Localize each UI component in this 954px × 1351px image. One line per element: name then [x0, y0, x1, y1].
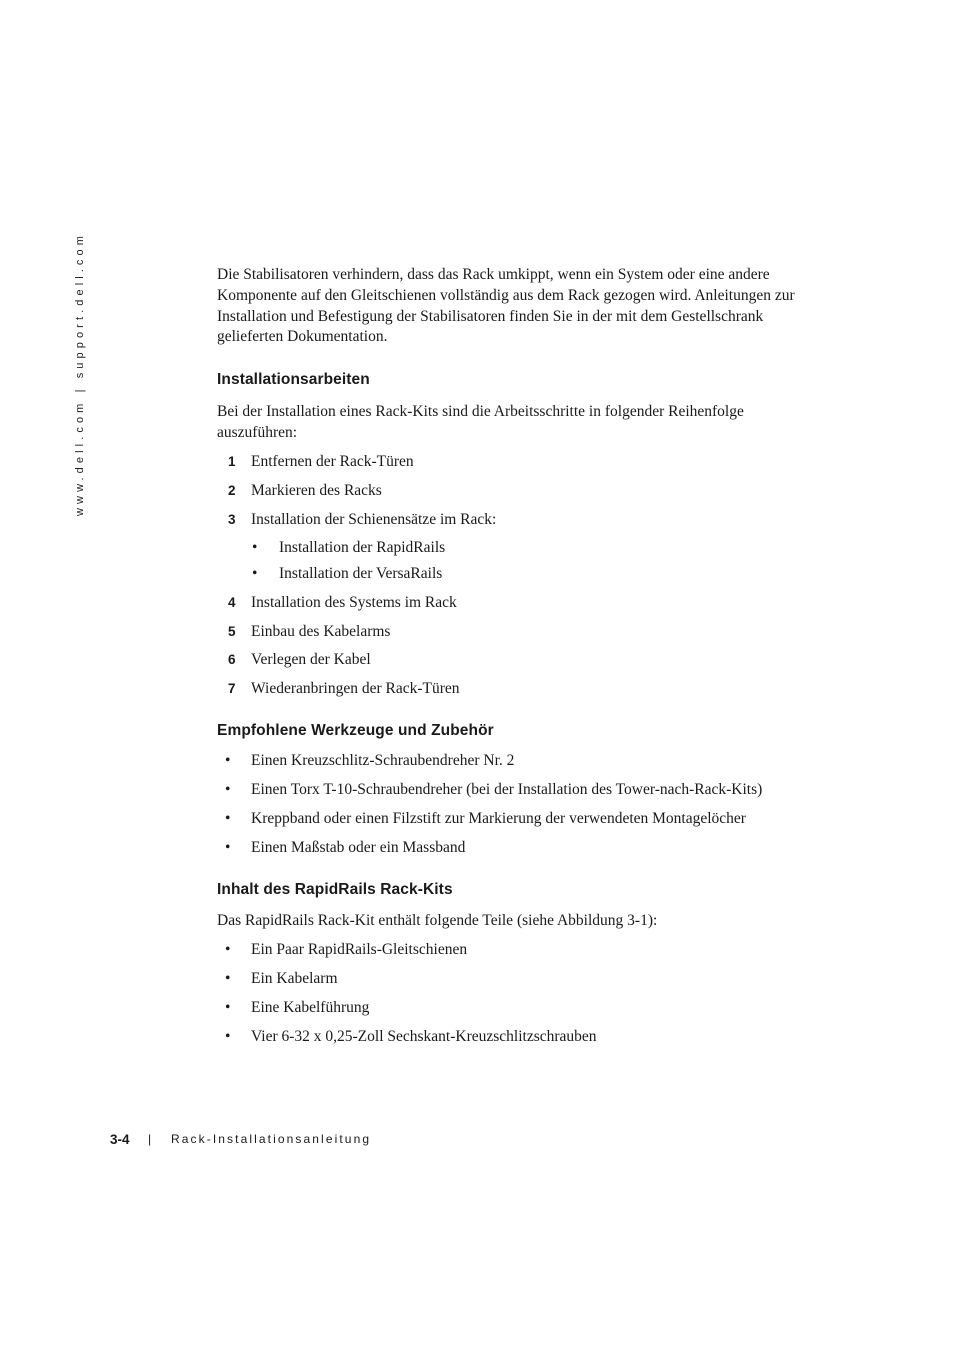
- step-number: 5: [228, 624, 236, 639]
- list-item-text: Einen Maßstab oder ein Massband: [251, 839, 466, 856]
- bullet-icon: •: [225, 1028, 231, 1045]
- section-heading-installationsarbeiten: Installationsarbeiten: [217, 371, 370, 388]
- step-number: 3: [228, 512, 236, 527]
- step-number: 1: [228, 454, 236, 469]
- step-text: Wiederanbringen der Rack-Türen: [251, 680, 460, 697]
- intro-paragraph: Die Stabilisatoren verhindern, dass das Rack umkippt, wenn ein System oder eine andere Komponente auf den Gleitschienen vollständig aus dem Rack gezogen wird. Anleitungen zur Installation und Befestigung der Stabilisatoren finden Sie in der mit dem Gestellschrank gelieferten Dokumentation.: [217, 266, 795, 346]
- substep-text: Installation der VersaRails: [279, 565, 443, 582]
- substep-text: Installation der RapidRails: [279, 539, 446, 556]
- step-text: Installation der Schienensätze im Rack:: [251, 511, 497, 528]
- step-number: 4: [228, 595, 236, 610]
- list-item-text: Ein Kabelarm: [251, 970, 338, 987]
- list-item-text: Kreppband oder einen Filzstift zur Markierung der verwendeten Montagelöcher: [251, 810, 746, 827]
- list-item-text: Ein Paar RapidRails-Gleitschienen: [251, 941, 468, 958]
- bullet-icon: •: [225, 999, 231, 1016]
- sidebar-url: www.dell.com | support.dell.com: [74, 231, 86, 516]
- step-number: 6: [228, 652, 236, 667]
- section3-paragraph: Das RapidRails Rack-Kit enthält folgende Teile (siehe Abbildung 3-1):: [217, 912, 658, 929]
- section-heading-rapidrails: Inhalt des RapidRails Rack-Kits: [217, 881, 453, 898]
- step-text: Verlegen der Kabel: [251, 651, 371, 668]
- bullet-icon: •: [225, 810, 231, 827]
- step-text: Installation des Systems im Rack: [251, 594, 457, 611]
- list-item-text: Eine Kabelführung: [251, 999, 370, 1016]
- bullet-icon: •: [252, 565, 258, 582]
- footer-title: Rack-Installationsanleitung: [171, 1132, 372, 1146]
- bullet-icon: •: [225, 941, 231, 958]
- list-item-text: Einen Kreuzschlitz-Schraubendreher Nr. 2: [251, 752, 515, 769]
- step-text: Einbau des Kabelarms: [251, 623, 391, 640]
- bullet-icon: •: [225, 839, 231, 856]
- section-heading-werkzeuge: Empfohlene Werkzeuge und Zubehör: [217, 722, 494, 739]
- step-number: 7: [228, 681, 236, 696]
- list-item-text: Vier 6-32 x 0,25-Zoll Sechskant-Kreuzschlitzschrauben: [251, 1028, 597, 1045]
- step-text: Markieren des Racks: [251, 482, 382, 499]
- bullet-icon: •: [252, 539, 258, 556]
- section1-paragraph: Bei der Installation eines Rack-Kits sind die Arbeitsschritte in folgender Reihenfolge auszuführen:: [217, 403, 744, 441]
- footer-separator: |: [148, 1132, 152, 1146]
- step-text: Entfernen der Rack-Türen: [251, 453, 414, 470]
- page-footer: [110, 1131, 372, 1149]
- page-number: 3-4: [110, 1132, 130, 1147]
- step-number: 2: [228, 483, 236, 498]
- bullet-icon: •: [225, 781, 231, 798]
- list-item-text: Einen Torx T-10-Schraubendreher (bei der Installation des Tower-nach-Rack-Kits): [251, 781, 763, 798]
- bullet-icon: •: [225, 970, 231, 987]
- bullet-icon: •: [225, 752, 231, 769]
- page-content: [217, 265, 817, 1045]
